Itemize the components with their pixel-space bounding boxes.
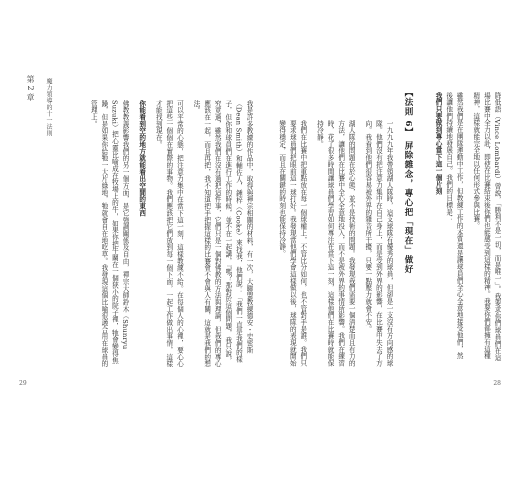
left-paragraph-1: 我是許多教練的作品中，取得與禪宗相關的材料，有一次，大聯盟教練德安・史密斯（Dean Smith）和輔佐人，鍾梓（Cooke）來找我，他們說：「我們一直是我們的樣子，但你和球員們在進行工作的時候，並不在一起講，『嗎？那對於這個問題，我只說，究竟過，雖然我們在沒有過把這件事，它們只是一個對佛教的方法與理論，但我們的專心應該在一起，而且再把，我不知道把手把握這樣的比賽會不會與人有關，這就是我們的想法。 <box>192 100 253 368</box>
chapter-label-text: 第 2 章 <box>26 75 35 102</box>
rule-paragraph-1: 一九九九年我帶領湖人隊時，這支球隊有優秀的球員，但卻是一支沒有方向感的球隊。他們沒有把注意力集中在自己身上，而是受到外界的影響，在比賽中失去了方向。我看到他們很容易被外界的雜音所干擾，只要一點壓力就會不安。 <box>363 120 393 367</box>
left-running-head: 魔力領導的十一法則 <box>45 78 52 137</box>
right-intro-text <box>426 92 502 362</box>
rule-paragraph-3: 我們在比賽中把重點放在每一個球權上，不管比分如何，也不管對手是誰。我們只要求球員們把眼前這一球打好。我發現當他們學會這樣做以後，球隊的表現就開始變得穩定，而且在關鍵的時刻也能保持冷靜。 <box>277 120 307 367</box>
left-paragraph-2: 可以平常的心態，把注意力集中在當下這一刻，這樣教練不給。在每個人的心裡，要心心把這些一個個在實際的事物。我們應該把它們放到每一個下面，一起工作做出事情，這樣才能找到現在。 <box>154 100 184 368</box>
rule-heading: 【法則 6】 屏除雜念，專心把「現在」做好 <box>403 88 413 274</box>
chapter-label <box>25 75 36 101</box>
left-page-number: 29 <box>19 380 27 387</box>
right-rule-body <box>274 120 394 370</box>
right-intro-paragraph: 降低語（Vince Lombardi）曾說，「勝利不是一切，而是唯一」。我要求你們球員們在這場比賽中全力以赴，即使在比賽結束後你們也能感受到這樣的精神。我要你們都擁有這種精神，這樣就能完全地以任何形式參與比賽。 <box>471 92 501 362</box>
right-intro-paragraph-2: 雖然我們是在團隊運動中工作，但教練工作的本質還是讓球員們全心全意地接受他們，然後讓他們持續地發展自己。我們的目標是： <box>444 92 464 360</box>
left-paragraph-3: 佛教教義影響我們的另一個方面，是它強調關係及自由，禪宗大師鈴木（Shunryu Suzuki）把心靈比喻成在牧場上的牛，如果你把牛關在一個狹小的院子裡，牠會變得焦躁，但是如果你給牠一大片綠地，牠就會自在地吃草。我發現這個比喻很適合用在球員的管理上。 <box>89 100 130 368</box>
right-intro-emphasis: 我們只要做到專心當下這一個片刻 <box>434 92 443 195</box>
rule-paragraph-2: 湖人隊的問題在於心態，並不是技術的問題。我發現我們需要一個清楚而且有力的方法，讓他們在比賽中全心全意地投入，而不是被外界的事情所影響。我們在練習時，花了很多時間讓球員們學習如何專注在當下這一刻，這樣他們在比賽時就能保持冷靜。 <box>315 120 356 367</box>
left-emphasis: 你能看到空的地方就能看出空間的東西 <box>137 100 146 217</box>
right-page-number: 28 <box>493 380 501 387</box>
left-body-text <box>54 100 254 370</box>
right-page <box>260 0 520 500</box>
